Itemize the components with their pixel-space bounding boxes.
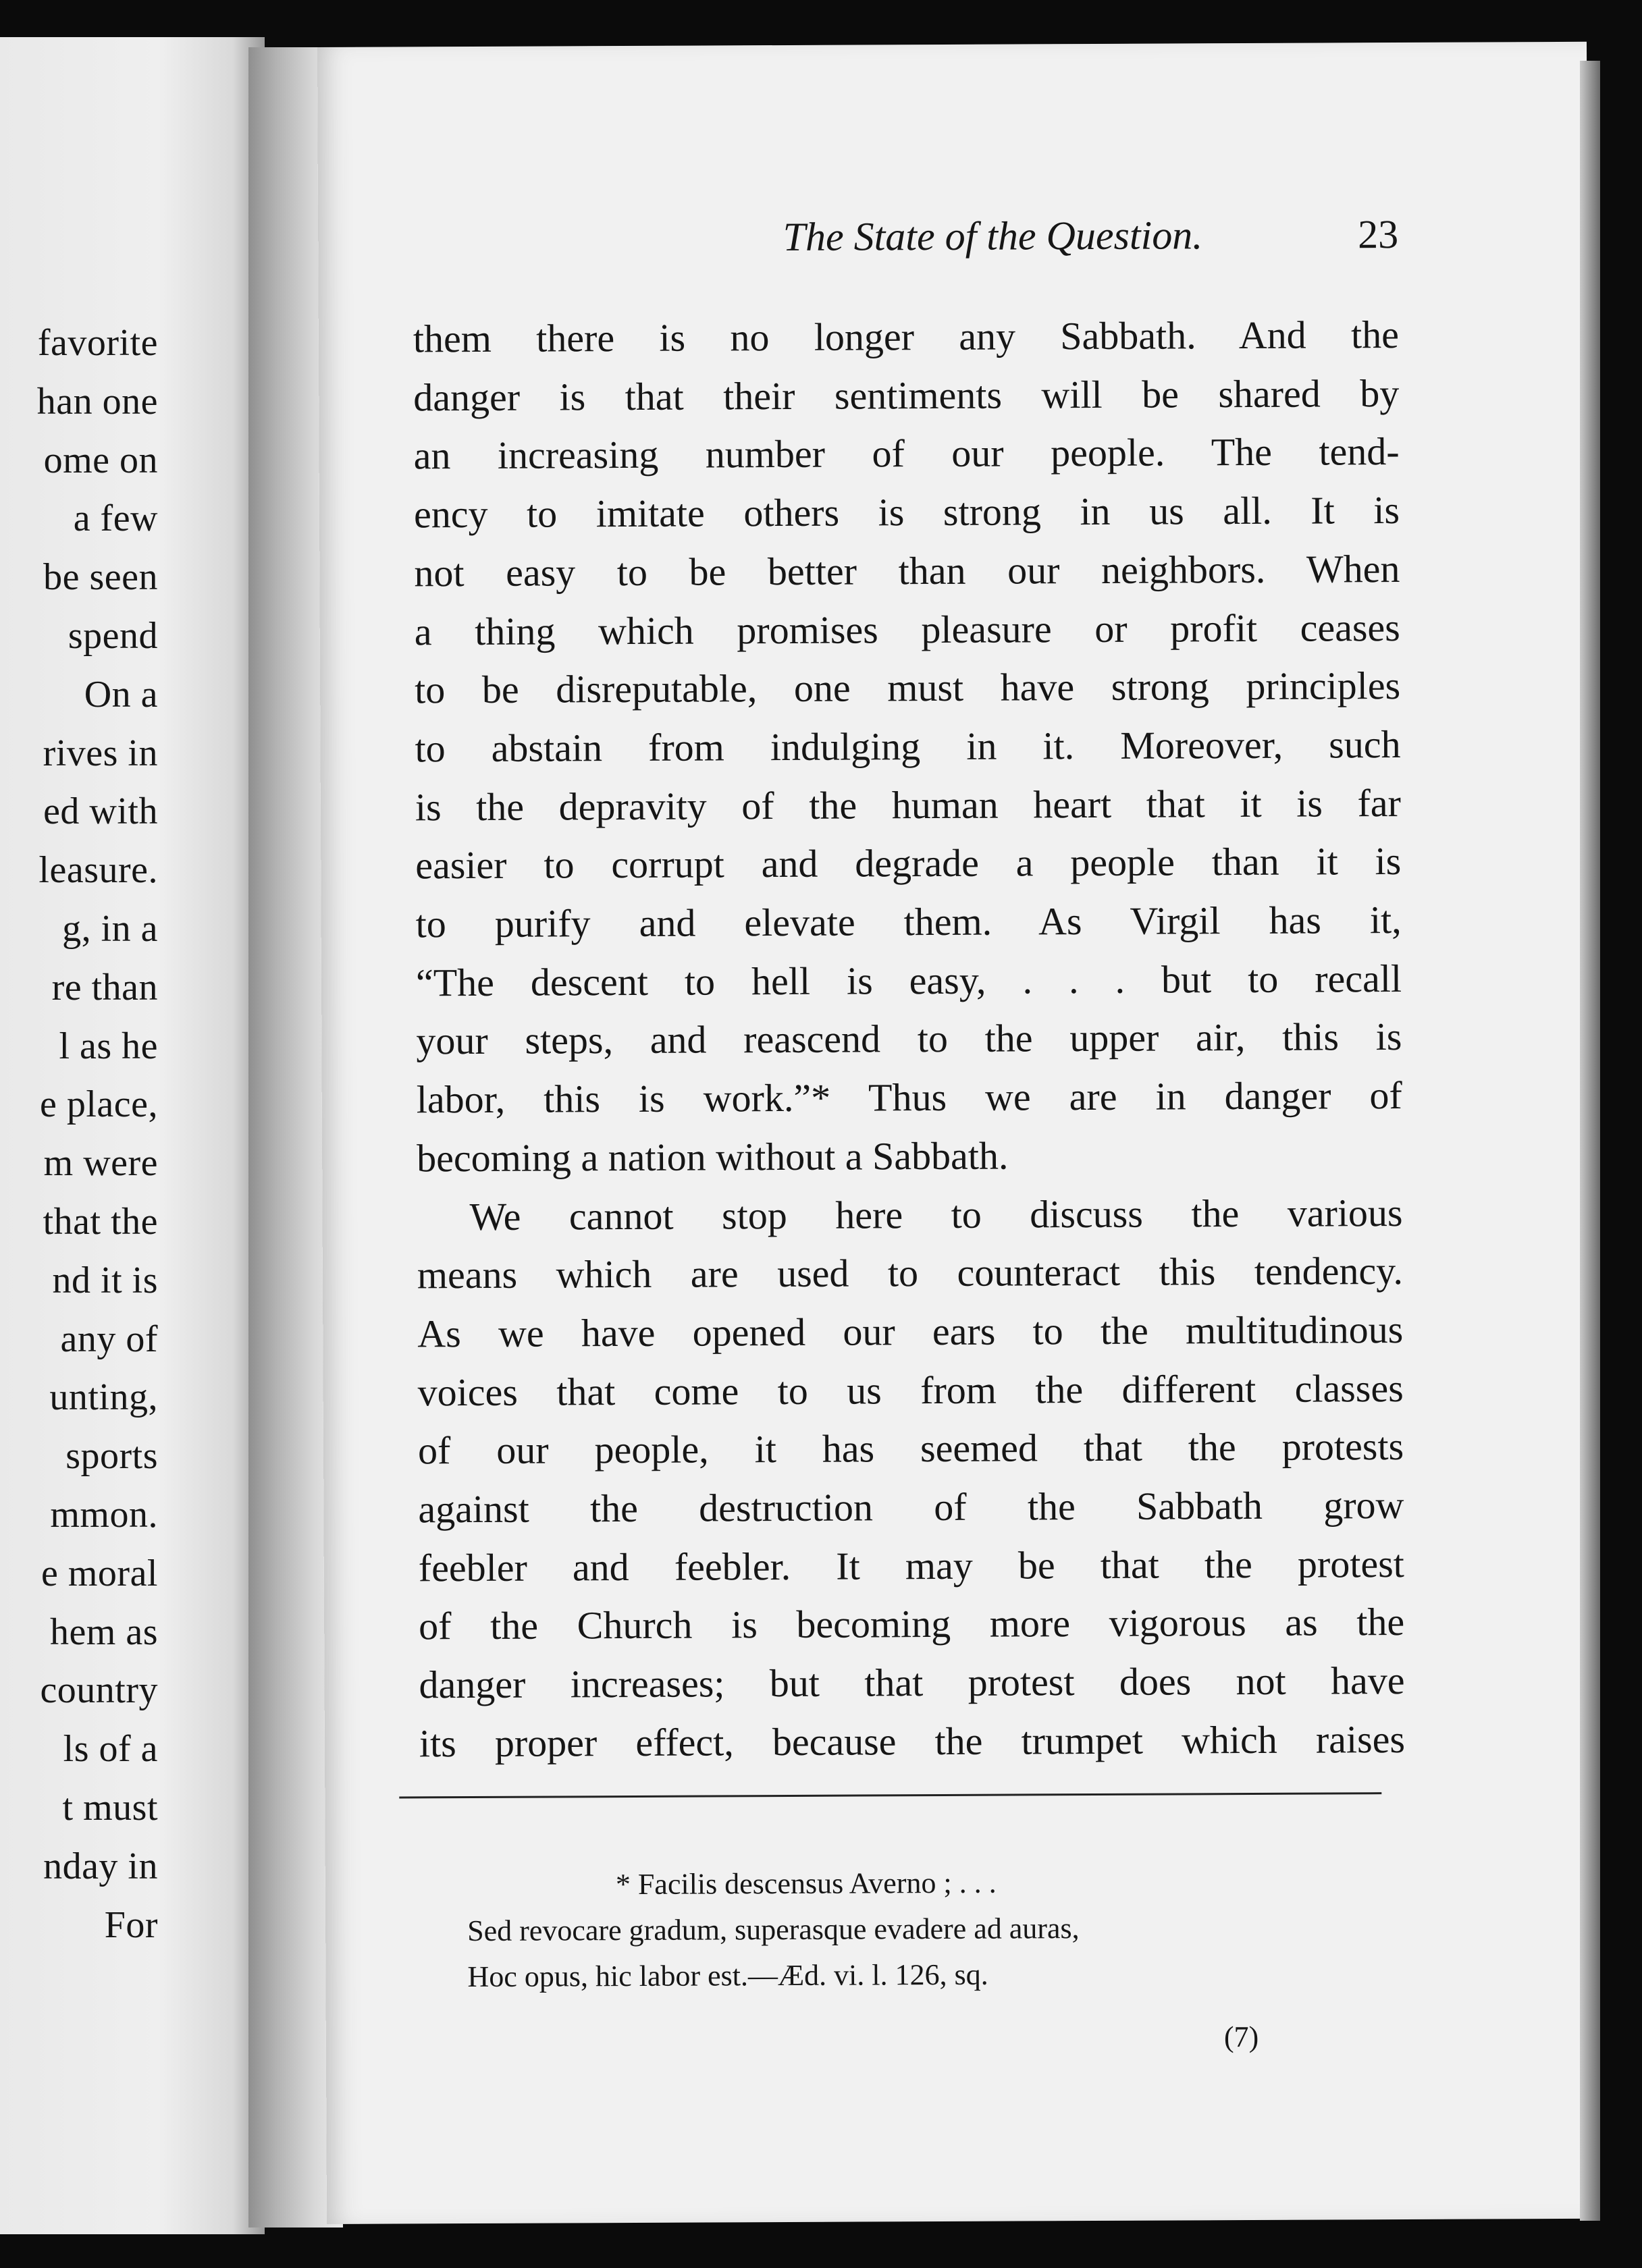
left-page-line: m were [43,1142,158,1185]
body-line: As we have opened our ears to the multitudinous [417,1307,1404,1356]
paragraph-2 [417,1184,1405,1773]
left-page-line: a few [73,497,158,540]
left-page-line: g, in a [62,907,158,950]
left-page-line: han one [36,380,158,423]
left-page-line: For [104,1904,158,1946]
body-line: against the destruction of the Sabbath grow [418,1483,1404,1532]
left-page-line: sports [65,1435,158,1478]
left-page-line: any of [60,1318,158,1360]
body-line: feebler and feebler. It may be that the protest [418,1541,1404,1590]
body-line: is the depravity of the human heart that it is far [415,780,1402,830]
body-line: danger is that their sentiments will be shared by [413,371,1400,420]
left-page-line: On a [84,673,158,716]
running-title: The State of the Question. [783,213,1203,259]
paragraph-1 [413,306,1403,1188]
body-line: an increasing number of our people. The tend- [413,429,1400,478]
body-text [413,306,1405,1773]
body-line: to purify and elevate them. As Virgil has it, [415,898,1402,946]
left-page-line: nday in [43,1845,158,1887]
left-page-line: ls of a [63,1728,158,1771]
body-line: danger increases; but that protest does not have [419,1658,1405,1707]
left-page-line: e place, [40,1083,158,1126]
left-page-line: favorite [37,322,158,364]
body-line: becoming a nation without a Sabbath. [417,1133,1009,1181]
left-page-line: be seen [43,556,158,599]
left-page-line: t must [62,1786,158,1829]
left-page-line: ed with [43,790,158,833]
body-line: not easy to be better than our neighbors. When [414,546,1400,595]
left-page-line: rives in [43,732,158,774]
body-line: easier to corrupt and degrade a people than it is [415,839,1402,888]
body-line: a thing which promises pleasure or profit ceases [414,605,1400,653]
facing-left-page [0,37,265,2234]
footnote [467,1859,1305,2000]
left-page-line: l as he [59,1025,158,1067]
body-line: of our people, it has seemed that the protests [417,1424,1404,1473]
left-page-line: mmon. [50,1493,158,1536]
left-page-line: that the [43,1200,158,1243]
left-page-line: unting, [49,1376,158,1419]
body-line: of the Church is becoming more vigorous as the [419,1600,1405,1648]
body-line: means which are used to counteract this tendency. [417,1249,1404,1297]
page-edge-shadow [1580,61,1600,2221]
body-line: “The descent to hell is easy, . . . but to recall [415,956,1402,1005]
right-page [317,42,1596,2224]
left-page-line: leasure. [38,849,158,892]
running-head [318,211,1398,263]
page-number: 23 [1358,212,1399,257]
body-line: its proper effect, because the trumpet which raises [419,1717,1406,1766]
body-line: We cannot stop here to discuss the various [469,1190,1403,1239]
left-page-line: ome on [43,439,158,481]
left-page-line: country [40,1669,158,1712]
left-page-line: hem as [49,1611,158,1653]
body-line: labor, this is work.”* Thus we are in danger of [416,1073,1402,1122]
left-page-text [0,314,158,1954]
left-page-line: e moral [41,1552,158,1594]
body-line: your steps, and reascend to the upper air, this is [416,1015,1402,1063]
footnote-line: Sed revocare gradum, superasque evadere ad auras, [467,1912,1080,1948]
body-line: to abstain from indulging in it. Moreover, such [415,722,1401,771]
body-line: to be disreputable, one must have strong principles [415,664,1401,712]
body-line: them there is no longer any Sabbath. And the [413,313,1400,361]
signature-mark: (7) [1223,2020,1259,2054]
body-line: ency to imitate others is strong in us all. It is [413,488,1400,537]
footnote-rule [399,1792,1381,1798]
left-page-line: re than [51,966,158,1008]
footnote-line: Hoc opus, hic labor est.—Æd. vi. l. 126, sq. [467,1958,988,1994]
body-line: voices that come to us from the different classes [417,1366,1404,1415]
left-page-line: spend [68,614,158,657]
footnote-line: * Facilis descensus Averno ; . . . [615,1866,997,1901]
left-page-line: nd it is [52,1259,158,1301]
